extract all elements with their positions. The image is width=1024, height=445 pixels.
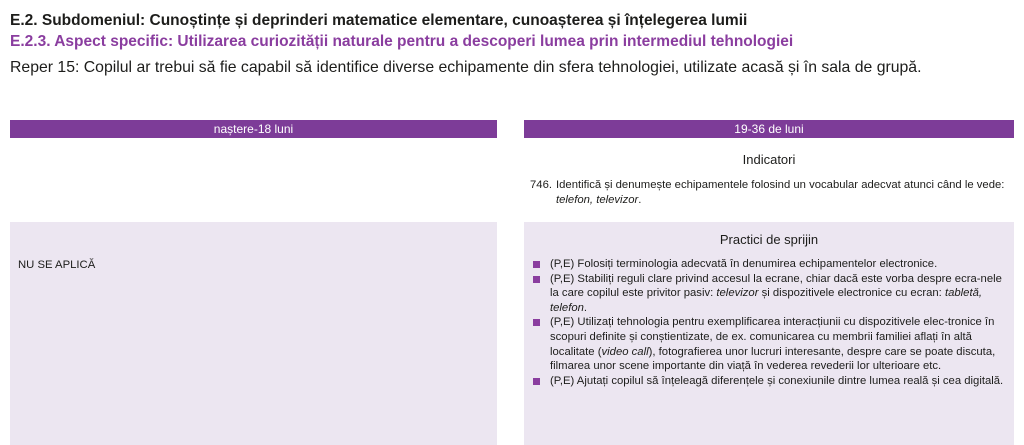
reper-heading: Reper 15: Copilul ar trebui să fie capabil să identifice diverse echipamente din sfera tehnologiei, utilizate acasă și în sala de grupă.	[10, 59, 922, 76]
bullet-square-icon	[533, 378, 540, 385]
bullet-square-icon	[533, 261, 540, 268]
practices-list	[532, 257, 1008, 388]
practice-item: (P,E) Utilizați tehnologia pentru exemplificarea interacțiunii cu dispozitivele elec-tronice în scopuri definite și conștientizate, de ex. comunicarea cu membrii familiei aflați în altă localitate (video call), fotografierea unor lucruri interesante, despre care se poate discuta, filmarea unor scene importante din viață în vederea revederii lor ulterioare etc.	[532, 315, 1008, 373]
indicator-examples: telefon, televizor	[556, 193, 639, 206]
age-column-header-right: 19-36 de luni	[524, 120, 1014, 138]
indicator-text: Identifică și denumește echipamentele folosind un vocabular adecvat atunci când le vede: telefon, televizor.	[556, 179, 1005, 206]
not-applicable-text: NU SE APLICĂ	[18, 259, 96, 271]
indicators-title: Indicatori	[742, 152, 796, 167]
bullet-square-icon	[533, 319, 540, 326]
aspect-heading: E.2.3. Aspect specific: Utilizarea curiozității naturale pentru a descoperi lumea prin intermediul tehnologiei	[10, 33, 794, 50]
age-column-header-left: naștere-18 luni	[10, 120, 497, 138]
bullet-square-icon	[533, 276, 540, 283]
practice-item: (P,E) Ajutați copilul să înțeleagă diferențele și conexiunile dintre lumea reală și cea digitală.	[532, 374, 1008, 389]
practice-item: (P,E) Folosiți terminologia adecvată în denumirea echipamentelor electronice.	[532, 257, 1008, 272]
practices-title: Practici de sprijin	[719, 232, 819, 247]
subdomain-heading: E.2. Subdomeniul: Cunoștințe și deprinderi matematice elementare, cunoașterea și înțelegerea lumii	[10, 12, 748, 29]
indicator-item	[530, 178, 1014, 207]
indicator-number: 746.	[530, 179, 552, 191]
practice-item: (P,E) Stabiliți reguli clare privind accesul la ecrane, chiar dacă este vorba despre ecra-nele la care copilul este privitor pasiv: televizor și dispozitivele electronice cu ecran: tabletă, telefon.	[532, 272, 1008, 316]
left-practices-panel	[10, 222, 497, 445]
